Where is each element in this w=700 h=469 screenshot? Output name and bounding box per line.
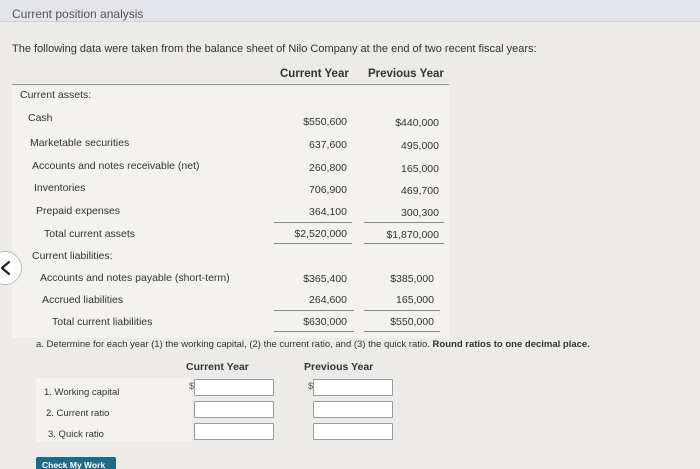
answer-labels-box [36, 378, 195, 442]
total-current-liabilities-previous: $550,000 [390, 316, 434, 328]
header-rule [12, 84, 449, 85]
row-label-prepaid-expenses: Prepaid expenses [36, 205, 121, 217]
label-working-capital: 1. Working capital [44, 387, 120, 398]
row-label-cash: Cash [28, 112, 53, 124]
column-header-current-year: Current Year [280, 68, 349, 80]
row-label-accounts-payable: Accounts and notes payable (short-term) [40, 272, 230, 284]
row-label-total-current-liabilities: Total current liabilities [52, 316, 153, 328]
working-capital-current-input[interactable] [194, 379, 274, 396]
liabilities-total-rule-previous [364, 331, 440, 332]
inventories-current: 706,900 [309, 184, 347, 196]
check-my-work-button[interactable]: Check My Work [36, 457, 116, 469]
quick-ratio-previous-input[interactable] [313, 423, 393, 440]
total-current-assets-previous: $1,870,000 [386, 229, 439, 241]
inventories-previous: 469,700 [401, 185, 439, 197]
subtotal-rule-current [274, 222, 352, 223]
working-capital-previous-input[interactable] [313, 379, 393, 396]
cash-previous: $440,000 [395, 117, 439, 129]
current-ratio-current-input[interactable] [194, 401, 274, 418]
label-quick-ratio: 3. Quick ratio [48, 429, 104, 440]
cash-current: $550,600 [303, 116, 347, 128]
current-assets-heading: Current assets: [20, 89, 92, 101]
intro-text: The following data were taken from the balance sheet of Nilo Company at the end of two recent fiscal years: [12, 43, 537, 55]
liabilities-subtotal-rule-current [274, 310, 354, 311]
quick-ratio-current-input[interactable] [194, 423, 274, 440]
column-header-previous-year: Previous Year [368, 68, 444, 80]
liabilities-total-rule-current [274, 331, 354, 332]
liabilities-subtotal-rule-previous [364, 310, 440, 311]
answer-column-previous-year: Previous Year [304, 361, 374, 373]
total-current-liabilities-current: $630,000 [303, 316, 347, 328]
row-label-accrued-liabilities: Accrued liabilities [42, 294, 124, 306]
accounts-receivable-previous: 165,000 [401, 163, 439, 175]
row-label-total-current-assets: Total current assets [44, 228, 136, 240]
total-rule-previous [364, 243, 444, 244]
marketable-securities-current: 637,600 [309, 139, 347, 151]
question-rounding-note: Round ratios to one decimal place. [432, 339, 590, 350]
section-title: Current position analysis [12, 7, 144, 21]
question-instruction [36, 339, 590, 350]
dollar-sign-previous: $ [308, 381, 314, 391]
prepaid-expenses-current: 364,100 [309, 206, 347, 218]
label-current-ratio: 2. Current ratio [46, 408, 110, 419]
row-label-marketable-securities: Marketable securities [30, 137, 130, 149]
accounts-receivable-current: 260,800 [309, 162, 347, 174]
accounts-payable-current: $365,400 [303, 273, 347, 285]
total-current-assets-current: $2,520,000 [294, 228, 347, 240]
marketable-securities-previous: 495,000 [401, 140, 439, 152]
dollar-sign-current: $ [189, 381, 195, 391]
current-liabilities-heading: Current liabilities: [32, 250, 113, 262]
balance-sheet-table [12, 86, 449, 338]
row-label-inventories: Inventories [34, 182, 86, 194]
subtotal-rule-previous [364, 222, 444, 223]
row-label-accounts-receivable: Accounts and notes receivable (net) [32, 160, 200, 172]
current-ratio-previous-input[interactable] [313, 401, 393, 418]
total-rule-current [274, 243, 352, 244]
question-text: a. Determine for each year (1) the working capital, (2) the current ratio, and (3) the quick ratio. [36, 339, 430, 350]
accounts-payable-previous: $385,000 [390, 273, 434, 285]
accrued-liabilities-previous: 165,000 [396, 294, 434, 306]
chevron-left-icon [0, 260, 12, 276]
accrued-liabilities-current: 264,600 [309, 294, 347, 306]
prepaid-expenses-previous: 300,300 [401, 207, 439, 219]
answer-column-current-year: Current Year [186, 361, 249, 373]
